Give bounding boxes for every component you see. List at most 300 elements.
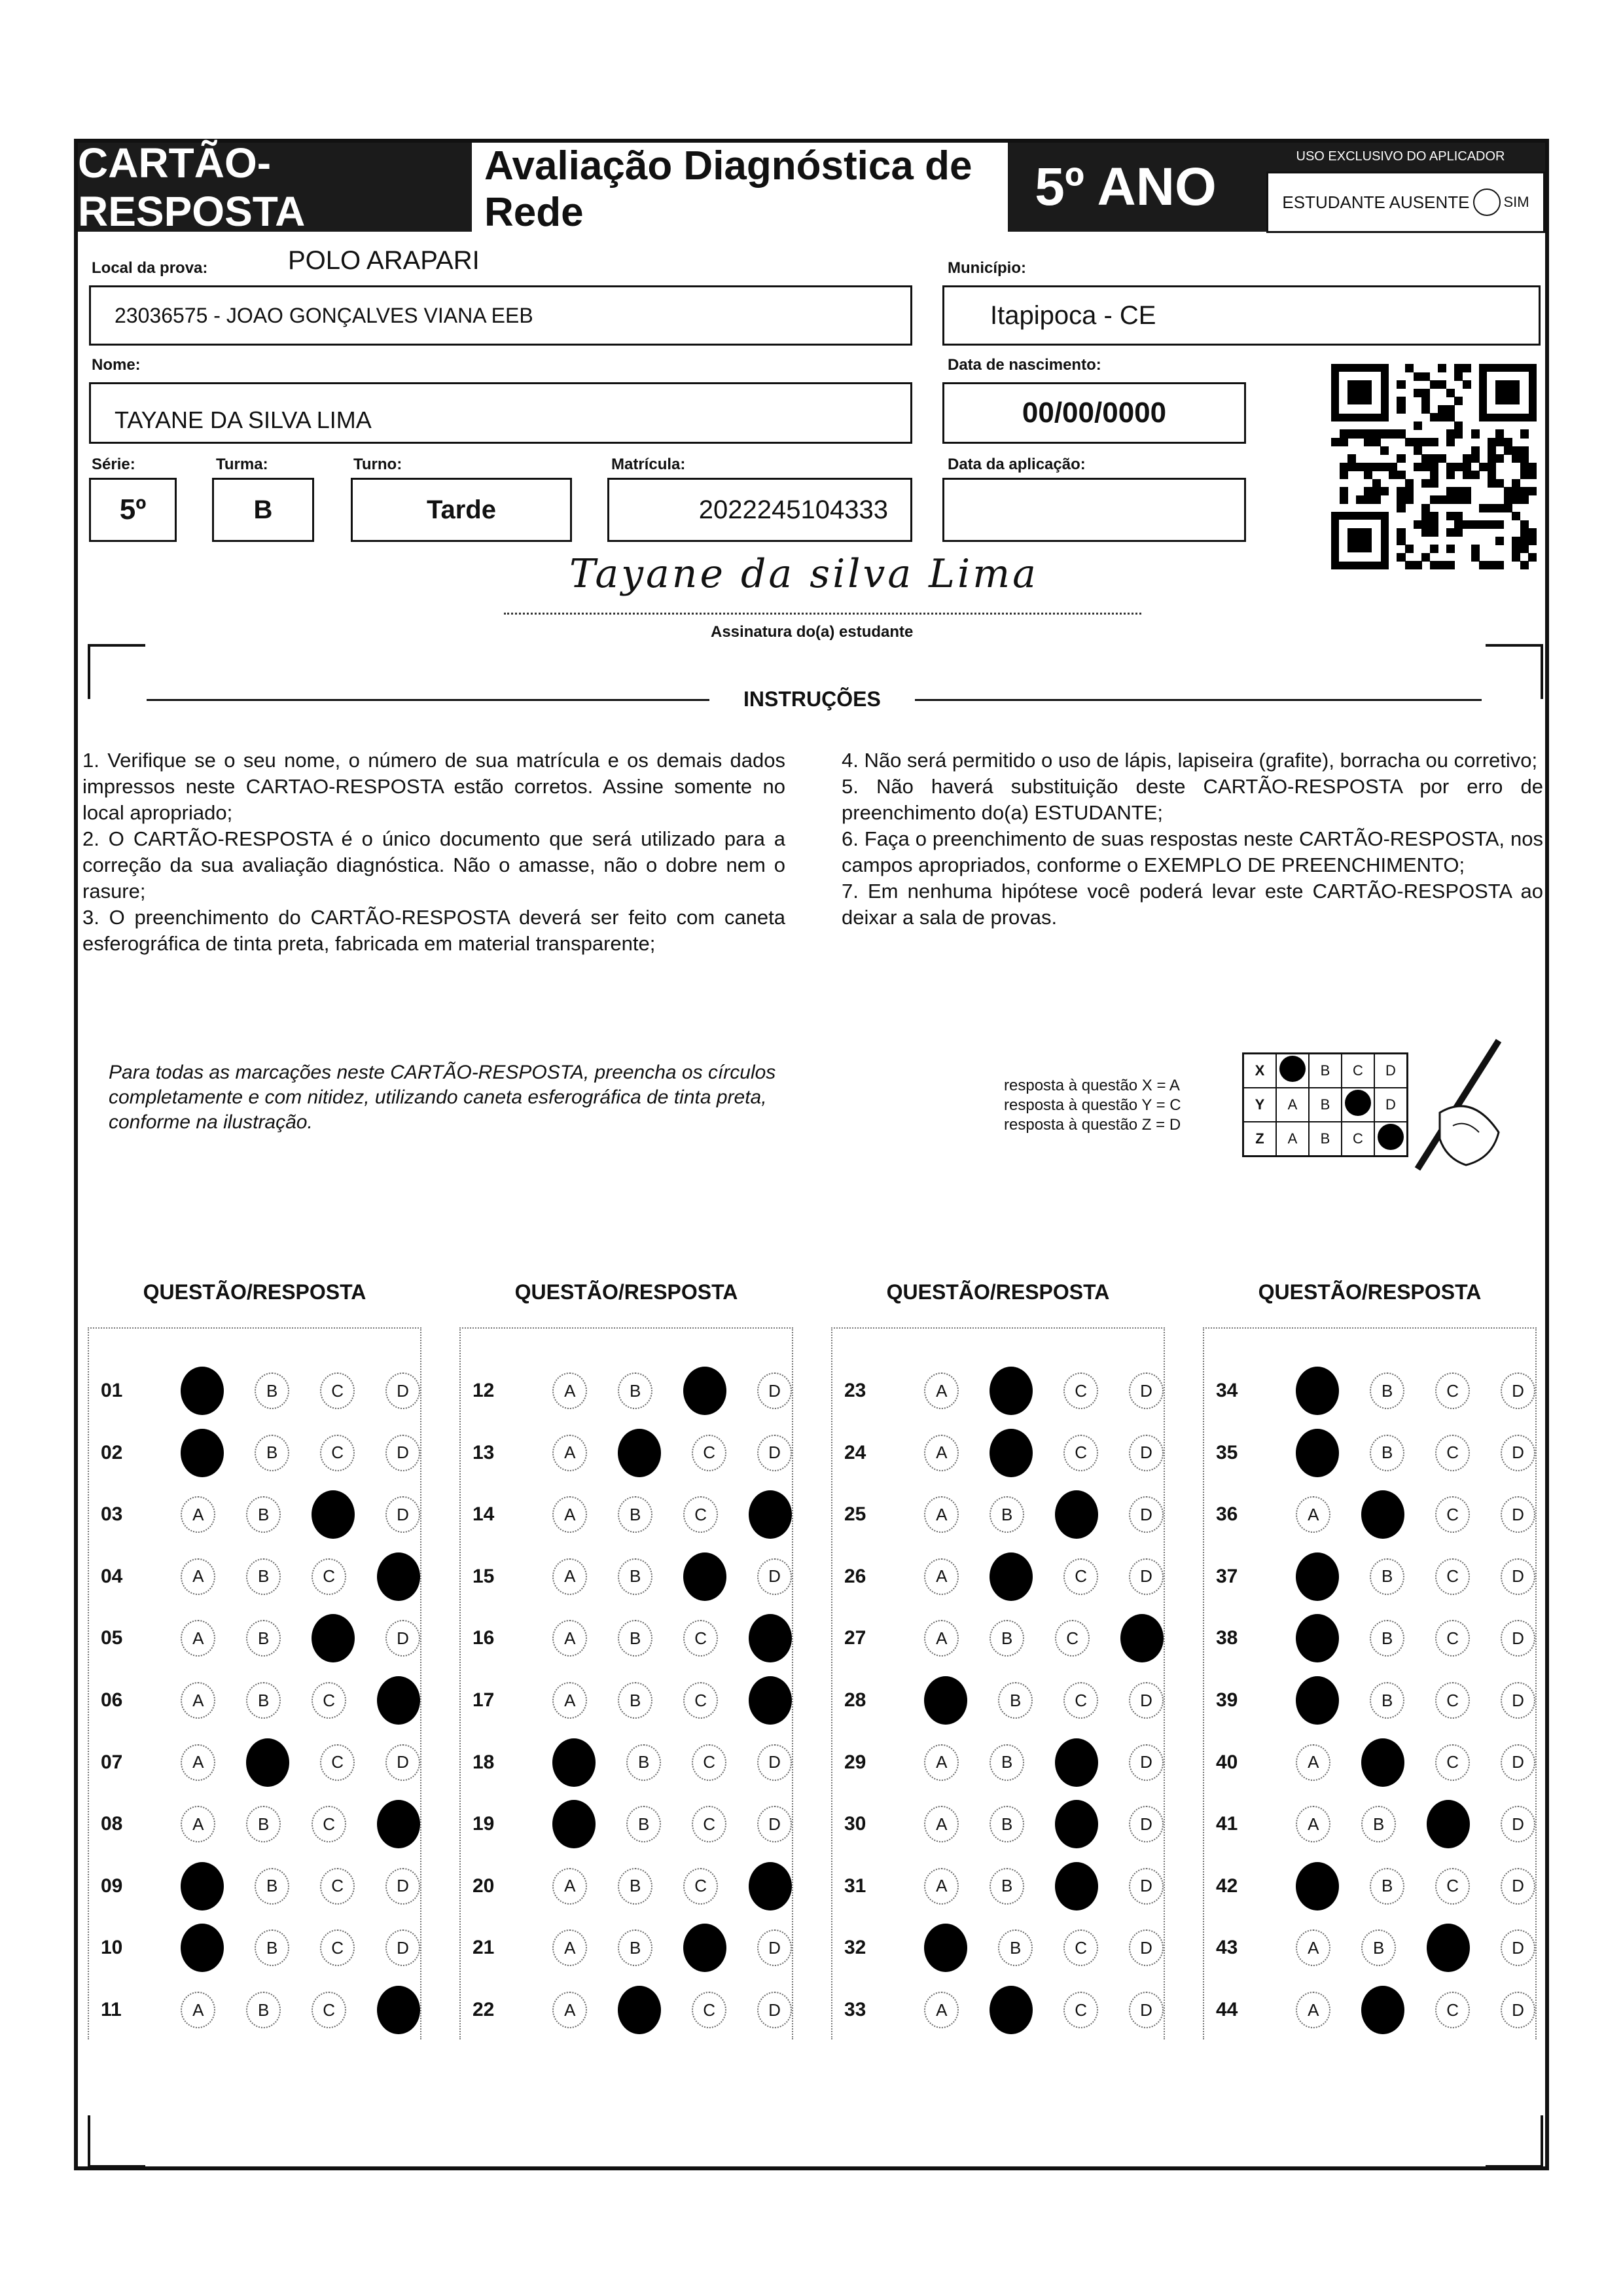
question-number: 24 bbox=[844, 1441, 866, 1463]
filled-answer-bubble[interactable] bbox=[990, 1429, 1033, 1477]
filled-answer-bubble[interactable] bbox=[924, 1676, 967, 1725]
answer-bubble-d[interactable]: D bbox=[1501, 1372, 1535, 1409]
answer-bubble-b[interactable]: B bbox=[618, 1868, 652, 1905]
answer-bubble-a[interactable]: A bbox=[181, 1496, 215, 1533]
filled-answer-bubble[interactable] bbox=[683, 1552, 726, 1601]
answer-bubble-d[interactable]: D bbox=[1129, 1929, 1164, 1966]
example-instruction: Para todas as marcações neste CARTÃO-RESPOSTA, preencha os círculos completamente e com nitidez, utilizando caneta esferográfica de tinta preta, conforme na ilustração. bbox=[109, 1062, 776, 1133]
answer-bubble-c[interactable]: C bbox=[1055, 1620, 1090, 1657]
question-number: 31 bbox=[844, 1874, 866, 1897]
answer-bubble-c[interactable]: C bbox=[692, 1744, 726, 1781]
column-header: QUESTÃO/RESPOSTA bbox=[143, 1280, 366, 1304]
example-row bbox=[1243, 1122, 1408, 1157]
question-row bbox=[1204, 1856, 1535, 1917]
answer-bubble-d[interactable]: D bbox=[1129, 1435, 1164, 1471]
nascimento-label: Data de nascimento: bbox=[948, 356, 1101, 374]
example-text bbox=[109, 1060, 848, 1135]
answer-bubble-b[interactable]: B bbox=[618, 1620, 652, 1657]
answer-bubble-b[interactable]: B bbox=[990, 1620, 1024, 1657]
answer-bubble-d[interactable]: D bbox=[385, 1620, 420, 1657]
answer-bubble-b[interactable]: B bbox=[626, 1744, 661, 1781]
answer-bubble-d[interactable]: D bbox=[1501, 1558, 1535, 1595]
filled-answer-bubble[interactable] bbox=[683, 1367, 726, 1415]
answer-bubble-a[interactable]: A bbox=[181, 1992, 215, 2028]
question-number: 20 bbox=[473, 1874, 495, 1897]
answer-bubble-d[interactable]: D bbox=[1129, 1868, 1164, 1905]
column-header: QUESTÃO/RESPOSTA bbox=[886, 1280, 1110, 1304]
answer-bubble-a[interactable]: A bbox=[1296, 1496, 1330, 1533]
answer-bubble-a[interactable]: A bbox=[1296, 1744, 1330, 1781]
answer-bubble-d[interactable]: D bbox=[385, 1868, 420, 1905]
instructions-left bbox=[82, 747, 785, 957]
signature-label: Assinatura do(a) estudante bbox=[711, 623, 914, 641]
answer-bubble-b[interactable]: B bbox=[246, 1992, 281, 2028]
answer-bubble-a[interactable]: A bbox=[924, 1992, 959, 2028]
column-header: QUESTÃO/RESPOSTA bbox=[514, 1280, 738, 1304]
answer-bubble-c[interactable]: C bbox=[1063, 1558, 1098, 1595]
question-row bbox=[89, 1670, 420, 1731]
answer-bubble-d[interactable]: D bbox=[757, 1372, 792, 1409]
answer-bubble-d[interactable]: D bbox=[385, 1435, 420, 1471]
answer-bubble-a[interactable]: A bbox=[181, 1806, 215, 1842]
question-row bbox=[89, 1360, 420, 1422]
question-row bbox=[1204, 1793, 1535, 1855]
answer-bubble-b[interactable]: B bbox=[1370, 1682, 1404, 1719]
question-number: 11 bbox=[101, 1999, 122, 2020]
answer-bubble-a[interactable]: A bbox=[552, 1496, 587, 1533]
question-row bbox=[832, 1670, 1164, 1731]
answer-bubble-a[interactable]: A bbox=[1296, 1806, 1330, 1842]
nome-field: TAYANE DA SILVA LIMA bbox=[89, 382, 912, 444]
filled-answer-bubble[interactable] bbox=[1296, 1862, 1339, 1910]
answer-bubble-d[interactable]: D bbox=[1129, 1682, 1164, 1719]
answer-bubble-c[interactable]: C bbox=[692, 1992, 726, 2028]
answer-bubble-d[interactable]: D bbox=[1501, 1682, 1535, 1719]
question-row bbox=[832, 1732, 1164, 1793]
ausente-bubble[interactable] bbox=[1473, 188, 1501, 216]
answer-bubble-c[interactable]: C bbox=[1435, 1868, 1470, 1905]
question-number: 32 bbox=[844, 1937, 866, 1959]
answer-bubble-c[interactable]: C bbox=[692, 1435, 726, 1471]
nascimento-field: 00/00/0000 bbox=[942, 382, 1246, 444]
example-option: D bbox=[1374, 1054, 1408, 1088]
filled-answer-bubble[interactable] bbox=[1055, 1490, 1098, 1539]
filled-answer-bubble[interactable] bbox=[377, 1676, 420, 1725]
filled-answer-bubble[interactable] bbox=[1296, 1367, 1339, 1415]
answer-bubble-b[interactable]: B bbox=[1361, 1929, 1396, 1966]
question-row bbox=[89, 1856, 420, 1917]
answer-bubble-a[interactable]: A bbox=[924, 1372, 959, 1409]
answer-bubble-c[interactable]: C bbox=[683, 1620, 718, 1657]
answer-bubble-d[interactable]: D bbox=[757, 1992, 792, 2028]
filled-answer-bubble[interactable] bbox=[1361, 1490, 1404, 1539]
answer-bubble-c[interactable]: C bbox=[692, 1806, 726, 1842]
answer-bubble-d[interactable]: D bbox=[385, 1496, 420, 1533]
answer-bubble-d[interactable]: D bbox=[1129, 1372, 1164, 1409]
student-signature: Tayane da silva Lima bbox=[569, 551, 1039, 597]
filled-dot-icon bbox=[1345, 1090, 1371, 1116]
answer-bubble-c[interactable]: C bbox=[312, 1992, 346, 2028]
filled-answer-bubble[interactable] bbox=[1055, 1862, 1098, 1910]
answer-bubble-c[interactable]: C bbox=[1063, 1372, 1098, 1409]
turma-field: B bbox=[212, 478, 314, 542]
question-row bbox=[461, 1422, 792, 1484]
aplicacao-field bbox=[942, 478, 1246, 542]
answer-bubble-d[interactable]: D bbox=[1501, 1620, 1535, 1657]
answer-bubble-d[interactable]: D bbox=[1129, 1806, 1164, 1842]
answer-bubble-b[interactable]: B bbox=[990, 1806, 1024, 1842]
filled-answer-bubble[interactable] bbox=[618, 1986, 661, 2034]
answer-bubble-b[interactable]: B bbox=[618, 1929, 652, 1966]
example-legend-y: resposta à questão Y = C bbox=[1004, 1096, 1181, 1114]
example-grid bbox=[1242, 1052, 1408, 1157]
question-number: 02 bbox=[101, 1441, 123, 1463]
turno-label: Turno: bbox=[353, 456, 402, 473]
question-row bbox=[89, 1979, 420, 2041]
answer-bubble-a[interactable]: A bbox=[924, 1806, 959, 1842]
question-row bbox=[89, 1793, 420, 1855]
answer-bubble-b[interactable]: B bbox=[1370, 1558, 1404, 1595]
answer-bubble-d[interactable]: D bbox=[1129, 1744, 1164, 1781]
local-value: POLO ARAPARI bbox=[288, 246, 480, 275]
divider-left bbox=[147, 699, 709, 701]
question-row bbox=[461, 1793, 792, 1855]
answer-column bbox=[88, 1327, 421, 2039]
question-row bbox=[832, 1856, 1164, 1917]
filled-answer-bubble[interactable] bbox=[1296, 1614, 1339, 1662]
answer-bubble-a[interactable]: A bbox=[552, 1992, 587, 2028]
estudante-ausente-label: ESTUDANTE AUSENTE bbox=[1282, 192, 1470, 212]
matricula-field: 2022245104333 bbox=[607, 478, 912, 542]
answer-bubble-a[interactable]: A bbox=[924, 1435, 959, 1471]
question-number: 13 bbox=[473, 1441, 495, 1463]
municipio-field: Itapipoca - CE bbox=[942, 285, 1541, 346]
filled-answer-bubble[interactable] bbox=[749, 1862, 792, 1910]
answer-bubble-b[interactable]: B bbox=[626, 1806, 661, 1842]
answer-bubble-a[interactable]: A bbox=[552, 1558, 587, 1595]
question-row bbox=[89, 1607, 420, 1669]
answer-bubble-a[interactable]: A bbox=[1296, 1992, 1330, 2028]
answer-bubble-d[interactable]: D bbox=[757, 1435, 792, 1471]
answer-bubble-a[interactable]: A bbox=[552, 1868, 587, 1905]
column-header: QUESTÃO/RESPOSTA bbox=[1258, 1280, 1482, 1304]
question-row bbox=[1204, 1422, 1535, 1484]
question-number: 37 bbox=[1216, 1565, 1238, 1587]
question-row bbox=[461, 1546, 792, 1607]
answer-bubble-b[interactable]: B bbox=[990, 1868, 1024, 1905]
question-number: 08 bbox=[101, 1813, 123, 1835]
answer-bubble-b[interactable]: B bbox=[255, 1435, 289, 1471]
serie-label: Série: bbox=[92, 456, 135, 473]
question-number: 03 bbox=[101, 1503, 123, 1526]
answer-bubble-c[interactable]: C bbox=[1063, 1929, 1098, 1966]
answer-bubble-b[interactable]: B bbox=[255, 1929, 289, 1966]
question-number: 27 bbox=[844, 1627, 866, 1649]
example-option: D bbox=[1374, 1088, 1408, 1122]
answer-bubble-b[interactable]: B bbox=[618, 1558, 652, 1595]
question-number: 30 bbox=[844, 1813, 866, 1835]
answer-bubble-a[interactable]: A bbox=[181, 1620, 215, 1657]
answer-bubble-d[interactable]: D bbox=[1501, 1744, 1535, 1781]
aplicacao-label: Data da aplicação: bbox=[948, 456, 1086, 473]
answer-bubble-a[interactable]: A bbox=[552, 1620, 587, 1657]
answer-bubble-d[interactable]: D bbox=[1501, 1868, 1535, 1905]
filled-answer-bubble[interactable] bbox=[1055, 1738, 1098, 1787]
question-row bbox=[832, 1484, 1164, 1545]
filled-answer-bubble[interactable] bbox=[377, 1986, 420, 2034]
question-row bbox=[832, 1793, 1164, 1855]
filled-answer-bubble[interactable] bbox=[1296, 1429, 1339, 1477]
question-row bbox=[1204, 1607, 1535, 1669]
filled-answer-bubble[interactable] bbox=[618, 1429, 661, 1477]
answer-bubble-b[interactable]: B bbox=[998, 1682, 1033, 1719]
question-number: 14 bbox=[473, 1503, 495, 1526]
answer-bubble-b[interactable]: B bbox=[246, 1496, 281, 1533]
filled-answer-bubble[interactable] bbox=[749, 1676, 792, 1725]
answer-bubble-c[interactable]: C bbox=[312, 1682, 346, 1719]
example-option: A bbox=[1276, 1088, 1309, 1122]
question-number: 16 bbox=[473, 1627, 495, 1649]
answer-bubble-b[interactable]: B bbox=[998, 1929, 1033, 1966]
filled-answer-bubble[interactable] bbox=[1427, 1800, 1470, 1848]
filled-answer-bubble[interactable] bbox=[1296, 1552, 1339, 1601]
pen-hand-icon bbox=[1394, 1034, 1512, 1191]
answer-bubble-a[interactable]: A bbox=[552, 1682, 587, 1719]
filled-answer-bubble[interactable] bbox=[181, 1367, 224, 1415]
filled-answer-bubble[interactable] bbox=[749, 1614, 792, 1662]
answer-bubble-b[interactable]: B bbox=[1370, 1620, 1404, 1657]
answer-bubble-b[interactable]: B bbox=[1370, 1435, 1404, 1471]
answer-bubble-b[interactable]: B bbox=[246, 1806, 281, 1842]
filled-answer-bubble[interactable] bbox=[749, 1490, 792, 1539]
answer-bubble-c[interactable]: C bbox=[320, 1868, 355, 1905]
answer-bubble-c[interactable]: C bbox=[320, 1435, 355, 1471]
answer-bubble-c[interactable]: C bbox=[1435, 1372, 1470, 1409]
question-number: 21 bbox=[473, 1937, 495, 1959]
question-row bbox=[461, 1484, 792, 1545]
filled-answer-bubble[interactable] bbox=[1361, 1986, 1404, 2034]
example-legend-x: resposta à questão X = A bbox=[1004, 1077, 1180, 1094]
instructions-right bbox=[842, 747, 1543, 931]
answer-bubble-c[interactable]: C bbox=[1063, 1435, 1098, 1471]
question-number: 10 bbox=[101, 1937, 123, 1959]
question-number: 29 bbox=[844, 1751, 866, 1773]
answer-bubble-b[interactable]: B bbox=[618, 1682, 652, 1719]
filled-answer-bubble[interactable] bbox=[181, 1429, 224, 1477]
answer-bubble-b[interactable]: B bbox=[246, 1620, 281, 1657]
answer-bubble-a[interactable]: A bbox=[552, 1435, 587, 1471]
matricula-label: Matrícula: bbox=[611, 456, 686, 473]
answer-bubble-c[interactable]: C bbox=[312, 1558, 346, 1595]
question-row bbox=[461, 1979, 792, 2041]
instruction-3: 3. O preenchimento do CARTÃO-RESPOSTA deverá ser feito com caneta esferográfica de tinta preta, fabricada em material transparente; bbox=[82, 906, 785, 955]
answer-bubble-c[interactable]: C bbox=[1435, 1744, 1470, 1781]
question-row bbox=[89, 1917, 420, 1979]
answer-bubble-d[interactable]: D bbox=[757, 1558, 792, 1595]
answer-bubble-c[interactable]: C bbox=[1435, 1620, 1470, 1657]
answer-bubble-c[interactable]: C bbox=[320, 1744, 355, 1781]
corner-bracket-top-right bbox=[1486, 644, 1543, 699]
nome-label: Nome: bbox=[92, 356, 141, 374]
question-number: 25 bbox=[844, 1503, 866, 1526]
answer-bubble-d[interactable]: D bbox=[385, 1744, 420, 1781]
answer-bubble-b[interactable]: B bbox=[990, 1744, 1024, 1781]
answer-bubble-b[interactable]: B bbox=[618, 1496, 652, 1533]
answer-bubble-c[interactable]: C bbox=[683, 1868, 718, 1905]
answer-bubble-d[interactable]: D bbox=[757, 1806, 792, 1842]
answer-bubble-a[interactable]: A bbox=[552, 1372, 587, 1409]
question-row bbox=[832, 1360, 1164, 1422]
filled-answer-bubble[interactable] bbox=[377, 1800, 420, 1848]
escola-field: 23036575 - JOAO GONÇALVES VIANA EEB bbox=[89, 285, 912, 346]
question-row bbox=[89, 1484, 420, 1545]
answer-bubble-d[interactable]: D bbox=[757, 1744, 792, 1781]
answer-bubble-c[interactable]: C bbox=[1435, 1496, 1470, 1533]
answer-bubble-d[interactable]: D bbox=[1501, 1806, 1535, 1842]
filled-answer-bubble[interactable] bbox=[181, 1924, 224, 1972]
filled-answer-bubble[interactable] bbox=[990, 1986, 1033, 2034]
question-row bbox=[89, 1732, 420, 1793]
question-number: 23 bbox=[844, 1380, 866, 1401]
filled-answer-bubble[interactable] bbox=[552, 1738, 596, 1787]
filled-answer-bubble[interactable] bbox=[1120, 1614, 1164, 1662]
qr-code bbox=[1331, 364, 1537, 569]
question-row bbox=[832, 1422, 1164, 1484]
filled-answer-bubble[interactable] bbox=[312, 1614, 355, 1662]
answer-bubble-d[interactable]: D bbox=[1501, 1435, 1535, 1471]
answer-bubble-c[interactable]: C bbox=[683, 1682, 718, 1719]
filled-answer-bubble[interactable] bbox=[990, 1552, 1033, 1601]
answer-bubble-c[interactable]: C bbox=[320, 1372, 355, 1409]
filled-answer-bubble[interactable] bbox=[1361, 1738, 1404, 1787]
example-legend bbox=[1004, 1076, 1181, 1135]
answer-bubble-a[interactable]: A bbox=[924, 1744, 959, 1781]
answer-bubble-b[interactable]: B bbox=[1370, 1868, 1404, 1905]
turma-label: Turma: bbox=[216, 456, 268, 473]
answer-bubble-d[interactable]: D bbox=[1501, 1496, 1535, 1533]
instruction-7: 7. Em nenhuma hipótese você poderá levar este CARTÃO-RESPOSTA ao deixar a sala de provas. bbox=[842, 880, 1543, 929]
estudante-ausente-box bbox=[1266, 171, 1545, 233]
answer-bubble-c[interactable]: C bbox=[1435, 1558, 1470, 1595]
answer-bubble-c[interactable]: C bbox=[320, 1929, 355, 1966]
filled-answer-bubble[interactable] bbox=[990, 1367, 1033, 1415]
question-number: 28 bbox=[844, 1689, 866, 1711]
example-option: B bbox=[1309, 1088, 1342, 1122]
filled-answer-bubble[interactable] bbox=[683, 1924, 726, 1972]
answer-bubble-a[interactable]: A bbox=[181, 1558, 215, 1595]
question-row bbox=[1204, 1917, 1535, 1979]
question-row bbox=[832, 1607, 1164, 1669]
answer-bubble-b[interactable]: B bbox=[618, 1372, 652, 1409]
filled-answer-bubble[interactable] bbox=[1296, 1676, 1339, 1725]
example-legend-z: resposta à questão Z = D bbox=[1004, 1116, 1181, 1134]
answer-bubble-a[interactable]: A bbox=[924, 1620, 959, 1657]
answer-bubble-c[interactable]: C bbox=[683, 1496, 718, 1533]
grade-label: 5º ANO bbox=[1008, 143, 1243, 232]
instruction-1: 1. Verifique se o seu nome, o número de sua matrícula e os demais dados impressos neste CARTAO-RESPOSTA estão corretos. Assine somente no local apropriado; bbox=[82, 749, 785, 824]
answer-bubble-b[interactable]: B bbox=[990, 1496, 1024, 1533]
answer-bubble-d[interactable]: D bbox=[1129, 1558, 1164, 1595]
question-row bbox=[832, 1917, 1164, 1979]
answer-bubble-a[interactable]: A bbox=[924, 1496, 959, 1533]
question-number: 22 bbox=[473, 1999, 495, 2020]
answer-bubble-d[interactable]: D bbox=[1501, 1929, 1535, 1966]
instruction-5: 5. Não haverá substituição deste CARTÃO-RESPOSTA por erro de preenchimento do(a) ESTUDANTE; bbox=[842, 775, 1543, 824]
answer-bubble-a[interactable]: A bbox=[924, 1558, 959, 1595]
filled-answer-bubble[interactable] bbox=[552, 1800, 596, 1848]
example-row bbox=[1243, 1088, 1408, 1122]
answer-bubble-d[interactable]: D bbox=[385, 1929, 420, 1966]
answer-bubble-c[interactable]: C bbox=[1063, 1682, 1098, 1719]
answer-bubble-b[interactable]: B bbox=[1361, 1806, 1396, 1842]
exam-title: Avaliação Diagnóstica de Rede bbox=[484, 151, 1008, 228]
answer-bubble-b[interactable]: B bbox=[246, 1558, 281, 1595]
filled-answer-bubble[interactable] bbox=[377, 1552, 420, 1601]
answer-bubble-b[interactable]: B bbox=[255, 1372, 289, 1409]
answer-bubble-c[interactable]: C bbox=[312, 1806, 346, 1842]
question-number: 44 bbox=[1216, 1999, 1238, 2020]
example-row-label: Z bbox=[1243, 1122, 1277, 1157]
answer-bubble-d[interactable]: D bbox=[1129, 1992, 1164, 2028]
question-row bbox=[832, 1546, 1164, 1607]
question-number: 09 bbox=[101, 1874, 123, 1897]
answer-column bbox=[459, 1327, 793, 2039]
example-filled-bubble bbox=[1276, 1054, 1309, 1088]
filled-answer-bubble[interactable] bbox=[924, 1924, 967, 1972]
answer-bubble-d[interactable]: D bbox=[1501, 1992, 1535, 2028]
question-row bbox=[1204, 1732, 1535, 1793]
question-number: 33 bbox=[844, 1999, 866, 2020]
signature-line bbox=[504, 613, 1141, 615]
question-row bbox=[89, 1422, 420, 1484]
answer-bubble-a[interactable]: A bbox=[1296, 1929, 1330, 1966]
answer-bubble-c[interactable]: C bbox=[1063, 1992, 1098, 2028]
answer-bubble-d[interactable]: D bbox=[385, 1372, 420, 1409]
question-row bbox=[461, 1732, 792, 1793]
corner-bracket-top-left bbox=[88, 644, 145, 699]
answer-bubble-a[interactable]: A bbox=[924, 1868, 959, 1905]
filled-answer-bubble[interactable] bbox=[181, 1862, 224, 1910]
instruction-4: 4. Não será permitido o uso de lápis, lapiseira (grafite), borracha ou corretivo; bbox=[842, 749, 1538, 772]
answer-bubble-c[interactable]: C bbox=[1435, 1682, 1470, 1719]
question-row bbox=[461, 1607, 792, 1669]
answer-bubble-a[interactable]: A bbox=[181, 1744, 215, 1781]
answer-bubble-c[interactable]: C bbox=[1435, 1435, 1470, 1471]
example-row-label: Y bbox=[1243, 1088, 1277, 1122]
answer-bubble-b[interactable]: B bbox=[246, 1682, 281, 1719]
question-row bbox=[89, 1546, 420, 1607]
answer-bubble-d[interactable]: D bbox=[1129, 1496, 1164, 1533]
filled-answer-bubble[interactable] bbox=[1055, 1800, 1098, 1848]
question-number: 34 bbox=[1216, 1380, 1238, 1401]
answer-column bbox=[1203, 1327, 1537, 2039]
card-title: CARTÃO-RESPOSTA bbox=[78, 143, 472, 232]
filled-answer-bubble[interactable] bbox=[1427, 1924, 1470, 1972]
question-row bbox=[461, 1360, 792, 1422]
filled-answer-bubble[interactable] bbox=[246, 1738, 289, 1787]
answer-bubble-d[interactable]: D bbox=[757, 1929, 792, 1966]
question-number: 26 bbox=[844, 1565, 866, 1587]
answer-bubble-a[interactable]: A bbox=[552, 1929, 587, 1966]
answer-bubble-c[interactable]: C bbox=[1435, 1992, 1470, 2028]
answer-bubble-a[interactable]: A bbox=[181, 1682, 215, 1719]
filled-answer-bubble[interactable] bbox=[312, 1490, 355, 1539]
answer-bubble-b[interactable]: B bbox=[1370, 1372, 1404, 1409]
question-row bbox=[1204, 1484, 1535, 1545]
question-number: 41 bbox=[1216, 1813, 1238, 1835]
question-number: 36 bbox=[1216, 1503, 1238, 1526]
answer-bubble-b[interactable]: B bbox=[255, 1868, 289, 1905]
